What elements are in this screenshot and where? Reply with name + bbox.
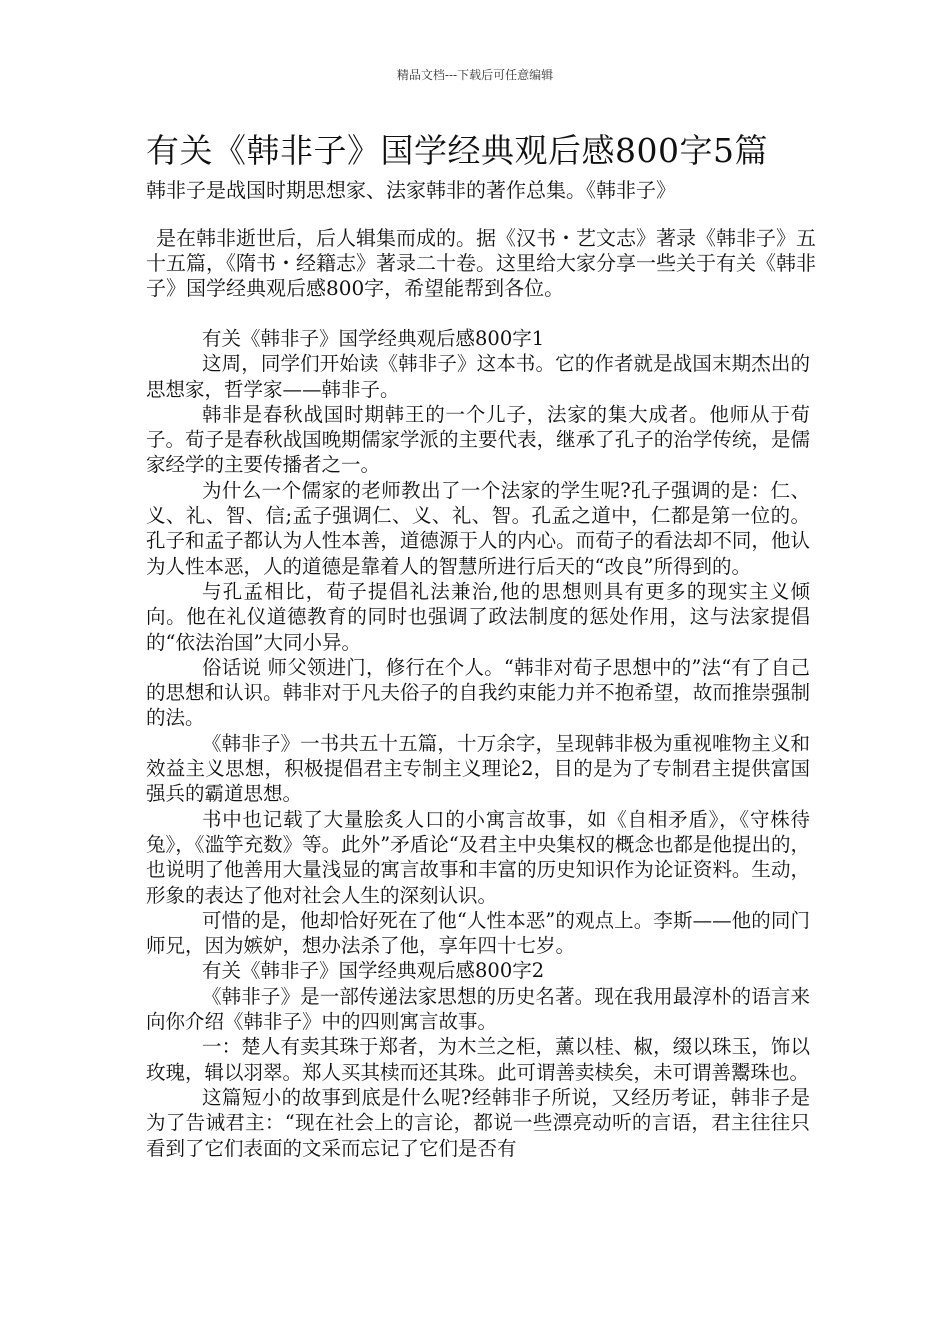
intro-paragraph: 是在韩非逝世后，后人辑集而成的。据《汉书・艺文志》著录《韩非子》五十五篇，《隋书・经籍志》著录二十卷。这里给大家分享一些关于有关《韩非子》国学经典观后感800字，希望能帮到各位。 [146, 226, 816, 300]
body-paragraph: 这篇短小的故事到底是什么呢?经韩非子所说，又经历考证，韩非子是为了告诫君主：“现在社会上的言论，都说一些漂亮动听的言语，君主往往只看到了它们表面的文采而忘记了它们是否有 [146, 1085, 810, 1160]
body-paragraph: 一：楚人有卖其珠于郑者，为木兰之柜，薰以桂、椒，缀以珠玉，饰以玫瑰，辑以羽翠。郑人买其椟而还其珠。此可谓善卖椟矣，未可谓善鬻珠也。 [146, 1035, 810, 1084]
body-paragraph: 与孔孟相比，荀子提倡礼法兼治,他的思想则具有更多的现实主义倾向。他在礼仪道德教育的同时也强调了政法制度的惩处作用，这与法家提倡的“依法治国”大同小异。 [146, 579, 810, 654]
section-heading-2: 有关《韩非子》国学经典观后感800字2 [202, 959, 545, 983]
body-paragraph: 俗话说 师父领进门，修行在个人。“韩非对荀子思想中的”法“有了自己的思想和认识。韩非对于凡夫俗子的自我约束能力并不抱希望，故而推崇强制的法。 [146, 655, 810, 730]
body-paragraph: 为什么一个儒家的老师教出了一个法家的学生呢?孔子强调的是：仁、义、礼、智、信;孟子强调仁、义、礼、智。孔孟之道中，仁都是第一位的。孔子和孟子都认为人性本善，道德源于人的内心。而荀子的看法却不同，他认为人性本恶，人的道德是靠着人的智慧所进行后天的“改良”所得到的。 [146, 478, 810, 578]
body-paragraph: 这周，同学们开始读《韩非子》这本书。它的作者就是战国末期杰出的思想家，哲学家——韩非子。 [146, 352, 810, 401]
article-body [146, 326, 810, 1161]
section-heading-1: 有关《韩非子》国学经典观后感800字1 [202, 327, 545, 350]
document-title: 有关《韩非子》国学经典观后感800字5篇 [146, 131, 768, 170]
body-paragraph: 可惜的是，他却恰好死在了他“人性本恶”的观点上。李斯——他的同门师兄，因为嫉妒，想办法杀了他，享年四十七岁。 [146, 908, 810, 958]
intro-line: 韩非子是战国时期思想家、法家韩非的著作总集。《韩非子》 [146, 178, 676, 202]
body-paragraph: 韩非是春秋战国时期韩王的一个儿子，法家的集大成者。他师从于荀子。荀子是春秋战国晚期儒家学派的主要代表，继承了孔子的治学传统，是儒家经学的主要传播者之一。 [146, 402, 810, 477]
page-header-note: 精品文档---下载后可任意编辑 [396, 68, 554, 82]
body-paragraph: 《韩非子》一书共五十五篇，十万余字，呈现韩非极为重视唯物主义和效益主义思想，积极提倡君主专制主义理论2，目的是为了专制君主提供富国强兵的霸道思想。 [146, 731, 810, 806]
body-paragraph: 《韩非子》是一部传递法家思想的历史名著。现在我用最淳朴的语言来向你介绍《韩非子》中的四则寓言故事。 [146, 984, 810, 1034]
body-paragraph: 书中也记载了大量脍炙人口的小寓言故事，如《自相矛盾》，《守株待兔》，《滥竽充数》等。此外”矛盾论“及君主中央集权的概念也都是他提出的，也说明了他善用大量浅显的寓言故事和丰富的历史知识作为论证资料。生动，形象的表达了他对社会人生的深刻认识。 [146, 807, 810, 907]
